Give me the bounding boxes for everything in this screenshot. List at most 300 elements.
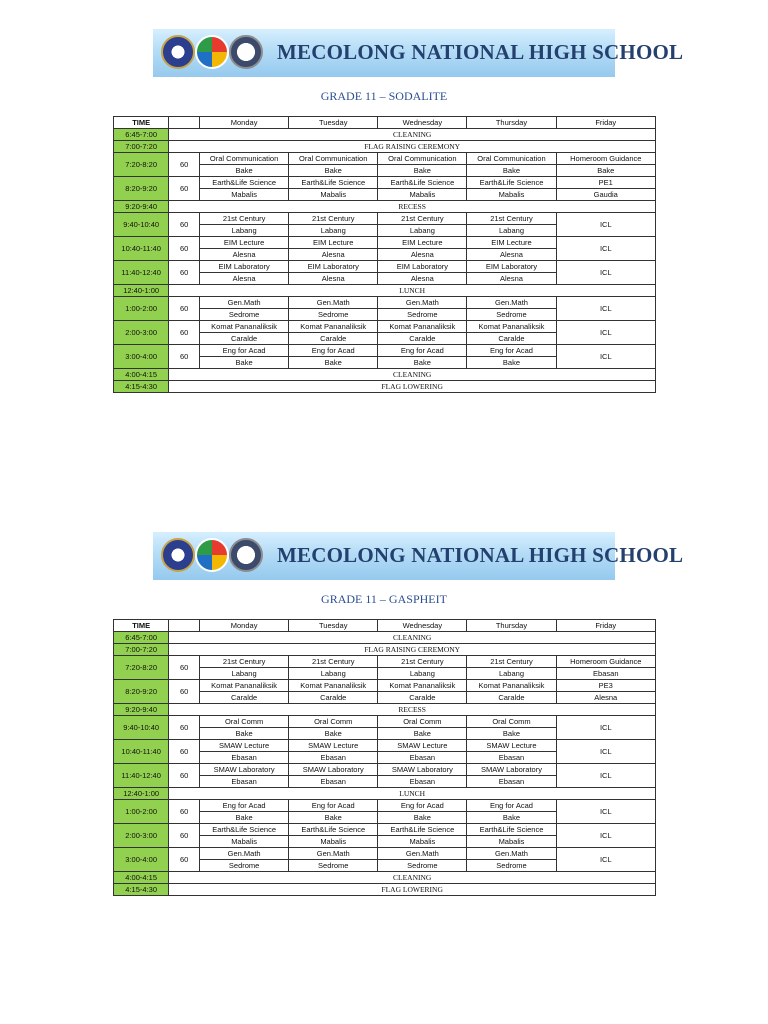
teacher-name: Alesna bbox=[321, 250, 345, 259]
time-slot: 10:40-11:40 bbox=[114, 237, 169, 261]
class-cell bbox=[200, 321, 289, 345]
duration-minutes: 60 bbox=[169, 177, 200, 201]
teacher-name: Bake bbox=[324, 729, 342, 738]
deped-seal-icon bbox=[161, 538, 195, 572]
class-cell bbox=[378, 261, 467, 285]
activity-banner: CLEANING bbox=[169, 129, 656, 141]
table-row bbox=[114, 381, 656, 393]
class-cell bbox=[289, 680, 378, 704]
teacher-name: Ebasan bbox=[231, 777, 257, 786]
activity-banner: CLEANING bbox=[169, 872, 656, 884]
subject-name: SMAW Laboratory bbox=[289, 764, 377, 776]
teacher-name: Mabalis bbox=[498, 190, 525, 199]
teacher-name: Labang bbox=[409, 226, 435, 235]
table-row bbox=[114, 297, 656, 321]
class-cell bbox=[467, 177, 556, 201]
subject-name: Komat Pananaliksik bbox=[200, 321, 288, 333]
day-header-friday: Friday bbox=[556, 620, 655, 632]
teacher-name: Gaudia bbox=[593, 190, 618, 199]
teacher-name: Alesna bbox=[321, 274, 345, 283]
teacher-name: Caralde bbox=[409, 693, 436, 702]
time-slot: 7:20-8:20 bbox=[114, 656, 169, 680]
subject-name: Gen.Math bbox=[467, 848, 555, 860]
class-cell bbox=[467, 800, 556, 824]
school-seal-icon bbox=[229, 538, 263, 572]
table-row bbox=[114, 201, 656, 213]
subject-name: Oral Communication bbox=[289, 153, 377, 165]
school-banner bbox=[153, 532, 684, 580]
class-cell bbox=[467, 345, 556, 369]
teacher-name: Bake bbox=[597, 166, 615, 175]
class-cell bbox=[467, 656, 556, 680]
teacher-name: Mabalis bbox=[320, 837, 347, 846]
activity-banner: FLAG LOWERING bbox=[169, 884, 656, 896]
class-cell bbox=[289, 824, 378, 848]
time-slot: 8:20-9:20 bbox=[114, 680, 169, 704]
time-slot: 4:00-4:15 bbox=[114, 872, 169, 884]
activity-banner: FLAG RAISING CEREMONY bbox=[169, 644, 656, 656]
time-slot: 11:40-12:40 bbox=[114, 764, 169, 788]
time-slot: 1:00-2:00 bbox=[114, 800, 169, 824]
subject-name: Oral Communication bbox=[467, 153, 555, 165]
subject-name: Earth&Life Science bbox=[467, 177, 555, 189]
lunch-break: LUNCH bbox=[169, 285, 656, 297]
class-cell bbox=[289, 213, 378, 237]
class-cell bbox=[378, 680, 467, 704]
class-cell bbox=[289, 261, 378, 285]
teacher-name: Bake bbox=[413, 358, 431, 367]
teacher-name: Labang bbox=[498, 226, 524, 235]
subject-name: 21st Century bbox=[289, 656, 377, 668]
teacher-name: Alesna bbox=[232, 274, 256, 283]
friday-icl: ICL bbox=[556, 824, 655, 848]
friday-icl: ICL bbox=[556, 740, 655, 764]
subject-name: Komat Pananaliksik bbox=[289, 680, 377, 692]
teacher-name: Bake bbox=[324, 813, 342, 822]
activity-banner: CLEANING bbox=[169, 632, 656, 644]
class-cell bbox=[378, 800, 467, 824]
teacher-name: Sedrome bbox=[228, 310, 260, 319]
class-cell bbox=[200, 764, 289, 788]
table-row bbox=[114, 213, 656, 237]
time-slot: 4:00-4:15 bbox=[114, 369, 169, 381]
subject-name: Eng for Acad bbox=[467, 345, 555, 357]
class-cell bbox=[200, 824, 289, 848]
teacher-name: Bake bbox=[502, 358, 521, 367]
teacher-name: Ebasan bbox=[409, 777, 436, 786]
table-row bbox=[114, 716, 656, 740]
subject-name: EIM Laboratory bbox=[467, 261, 555, 273]
teacher-name: Sedrome bbox=[318, 310, 349, 319]
teacher-name: Caralde bbox=[409, 334, 436, 343]
subject-name: EIM Lecture bbox=[378, 237, 466, 249]
teacher-name: Ebasan bbox=[231, 753, 257, 762]
day-header-wednesday: Wednesday bbox=[378, 620, 467, 632]
table-row bbox=[114, 656, 656, 680]
duration-minutes: 60 bbox=[169, 345, 200, 369]
subject-name: Oral Communication bbox=[378, 153, 466, 165]
duration-minutes: 60 bbox=[169, 297, 200, 321]
teacher-name: Ebasan bbox=[320, 753, 346, 762]
subject-name: EIM Laboratory bbox=[378, 261, 466, 273]
class-cell bbox=[467, 824, 556, 848]
duration-minutes: 60 bbox=[169, 213, 200, 237]
teacher-name: Labang bbox=[409, 669, 435, 678]
time-slot: 3:00-4:00 bbox=[114, 848, 169, 872]
subject-name: SMAW Lecture bbox=[200, 740, 288, 752]
subject-name: SMAW Lecture bbox=[378, 740, 466, 752]
table-row bbox=[114, 884, 656, 896]
teacher-name: Alesna bbox=[500, 250, 523, 259]
grade-section-title: GRADE 11 – SODALITE bbox=[320, 89, 448, 103]
class-cell bbox=[289, 848, 378, 872]
grade-section-title: GRADE 11 – GASPHEIT bbox=[321, 592, 447, 606]
subject-name: 21st Century bbox=[200, 656, 288, 668]
subject-name: Gen.Math bbox=[200, 848, 288, 860]
class-cell bbox=[378, 824, 467, 848]
subject-name: Komat Pananaliksik bbox=[378, 321, 466, 333]
teacher-name: Bake bbox=[235, 358, 253, 367]
duration-minutes: 60 bbox=[169, 680, 200, 704]
subject-name: SMAW Laboratory bbox=[378, 764, 466, 776]
day-header-thursday: Thursday bbox=[467, 620, 556, 632]
table-row bbox=[114, 824, 656, 848]
teacher-name: Bake bbox=[502, 813, 521, 822]
teacher-name: Mabalis bbox=[231, 837, 258, 846]
minutes-column-header bbox=[169, 117, 200, 129]
time-slot: 4:15-4:30 bbox=[114, 884, 169, 896]
time-column-header: TIME bbox=[114, 117, 169, 129]
day-header-monday: Monday bbox=[200, 620, 289, 632]
class-cell bbox=[467, 213, 556, 237]
table-row bbox=[114, 632, 656, 644]
teacher-name: Caralde bbox=[320, 334, 347, 343]
class-cell bbox=[289, 764, 378, 788]
teacher-name: Sedrome bbox=[318, 861, 349, 870]
table-row bbox=[114, 321, 656, 345]
class-cell bbox=[289, 800, 378, 824]
friday-icl: ICL bbox=[556, 848, 655, 872]
teacher-name: Alesna bbox=[410, 250, 434, 259]
school-name: MECOLONG NATIONAL HIGH SCHOOL bbox=[277, 40, 684, 64]
class-cell bbox=[556, 177, 655, 201]
duration-minutes: 60 bbox=[169, 740, 200, 764]
subject-name: EIM Lecture bbox=[200, 237, 288, 249]
duration-minutes: 60 bbox=[169, 716, 200, 740]
subject-name: Gen.Math bbox=[289, 297, 377, 309]
subject-name: Earth&Life Science bbox=[200, 177, 288, 189]
subject-name: 21st Century bbox=[467, 656, 555, 668]
class-cell bbox=[289, 345, 378, 369]
time-slot: 1:00-2:00 bbox=[114, 297, 169, 321]
activity-banner: RECESS bbox=[169, 201, 656, 213]
teacher-name: Labang bbox=[320, 669, 346, 678]
subject-name: SMAW Laboratory bbox=[200, 764, 288, 776]
day-header-monday: Monday bbox=[200, 117, 289, 129]
teacher-name: Ebasan bbox=[498, 753, 525, 762]
class-cell bbox=[289, 297, 378, 321]
class-cell bbox=[200, 261, 289, 285]
class-cell bbox=[378, 764, 467, 788]
class-cell bbox=[378, 740, 467, 764]
subject-name: SMAW Lecture bbox=[467, 740, 555, 752]
subject-name: Eng for Acad bbox=[200, 345, 288, 357]
subject-name: Gen.Math bbox=[378, 848, 466, 860]
subject-name: SMAW Lecture bbox=[289, 740, 377, 752]
teacher-name: Labang bbox=[231, 669, 257, 678]
time-slot: 9:40-10:40 bbox=[114, 716, 169, 740]
teacher-name: Caralde bbox=[230, 693, 258, 702]
subject-name: Homeroom Guidance bbox=[557, 153, 655, 165]
subject-name: 21st Century bbox=[200, 213, 288, 225]
teacher-name: Sedrome bbox=[228, 861, 260, 870]
day-header-wednesday: Wednesday bbox=[378, 117, 467, 129]
table-row bbox=[114, 800, 656, 824]
class-cell bbox=[289, 740, 378, 764]
subject-name: PE1 bbox=[557, 177, 655, 189]
subject-name: 21st Century bbox=[378, 656, 466, 668]
subject-name: Komat Pananaliksik bbox=[467, 321, 555, 333]
class-cell bbox=[467, 321, 556, 345]
table-row bbox=[114, 237, 656, 261]
day-header-thursday: Thursday bbox=[467, 117, 556, 129]
class-cell bbox=[467, 261, 556, 285]
subject-name: Oral Communication bbox=[200, 153, 288, 165]
class-cell bbox=[200, 237, 289, 261]
teacher-name: Bake bbox=[502, 729, 521, 738]
class-cell bbox=[200, 345, 289, 369]
teacher-name: Ebasan bbox=[409, 753, 436, 762]
friday-icl: ICL bbox=[556, 297, 655, 321]
subject-name: Earth&Life Science bbox=[378, 177, 466, 189]
duration-minutes: 60 bbox=[169, 848, 200, 872]
activity-banner: RECESS bbox=[169, 704, 656, 716]
duration-minutes: 60 bbox=[169, 800, 200, 824]
class-cell bbox=[200, 153, 289, 177]
time-slot: 3:00-4:00 bbox=[114, 345, 169, 369]
subject-name: PE3 bbox=[557, 680, 655, 692]
class-cell bbox=[200, 680, 289, 704]
class-cell bbox=[200, 297, 289, 321]
class-cell bbox=[200, 177, 289, 201]
teacher-name: Sedrome bbox=[496, 310, 527, 319]
friday-icl: ICL bbox=[556, 716, 655, 740]
table-row bbox=[114, 285, 656, 297]
subject-name: Gen.Math bbox=[289, 848, 377, 860]
day-header-friday: Friday bbox=[556, 117, 655, 129]
teacher-name: Mabalis bbox=[498, 837, 525, 846]
class-cell bbox=[289, 237, 378, 261]
time-slot: 12:40-1:00 bbox=[114, 788, 169, 800]
subject-name: EIM Lecture bbox=[289, 237, 377, 249]
table-row bbox=[114, 848, 656, 872]
subject-name: Earth&Life Science bbox=[289, 824, 377, 836]
teacher-name: Bake bbox=[324, 358, 342, 367]
subject-name: Komat Pananaliksik bbox=[200, 680, 288, 692]
teacher-name: Bake bbox=[413, 813, 431, 822]
subject-name: Eng for Acad bbox=[378, 800, 466, 812]
class-cell bbox=[289, 153, 378, 177]
subject-name: Gen.Math bbox=[200, 297, 288, 309]
table-row bbox=[114, 788, 656, 800]
table-row bbox=[114, 261, 656, 285]
lunch-break: LUNCH bbox=[169, 788, 656, 800]
teacher-name: Alesna bbox=[232, 250, 256, 259]
class-cell bbox=[378, 321, 467, 345]
time-slot: 8:20-9:20 bbox=[114, 177, 169, 201]
deped-seal-icon bbox=[161, 35, 195, 69]
time-slot: 6:45-7:00 bbox=[114, 632, 169, 644]
teacher-name: Mabalis bbox=[320, 190, 347, 199]
class-cell bbox=[378, 297, 467, 321]
time-slot: 2:00-3:00 bbox=[114, 824, 169, 848]
subject-name: Earth&Life Science bbox=[200, 824, 288, 836]
class-cell bbox=[378, 656, 467, 680]
subject-name: Oral Comm bbox=[467, 716, 555, 728]
table-row bbox=[114, 141, 656, 153]
duration-minutes: 60 bbox=[169, 321, 200, 345]
subject-name: Komat Pananaliksik bbox=[467, 680, 555, 692]
friday-icl: ICL bbox=[556, 800, 655, 824]
class-cell bbox=[200, 213, 289, 237]
time-slot: 7:20-8:20 bbox=[114, 153, 169, 177]
table-row bbox=[114, 345, 656, 369]
class-cell bbox=[200, 848, 289, 872]
time-column-header: TIME bbox=[114, 620, 169, 632]
subject-name: Earth&Life Science bbox=[289, 177, 377, 189]
time-slot: 9:20-9:40 bbox=[114, 201, 169, 213]
subject-name: Gen.Math bbox=[467, 297, 555, 309]
teacher-name: Bake bbox=[502, 166, 521, 175]
teacher-name: Ebasan bbox=[320, 777, 346, 786]
school-banner bbox=[153, 29, 684, 77]
friday-icl: ICL bbox=[556, 321, 655, 345]
teacher-name: Labang bbox=[320, 226, 346, 235]
friday-icl: ICL bbox=[556, 261, 655, 285]
teacher-name: Bake bbox=[324, 166, 342, 175]
class-cell bbox=[467, 153, 556, 177]
school-name: MECOLONG NATIONAL HIGH SCHOOL bbox=[277, 543, 684, 567]
time-slot: 10:40-11:40 bbox=[114, 740, 169, 764]
subject-name: 21st Century bbox=[467, 213, 555, 225]
subject-name: Eng for Acad bbox=[289, 345, 377, 357]
duration-minutes: 60 bbox=[169, 824, 200, 848]
class-cell bbox=[289, 656, 378, 680]
class-cell bbox=[467, 237, 556, 261]
teacher-name: Bake bbox=[235, 813, 253, 822]
class-cell bbox=[378, 345, 467, 369]
teacher-name: Ebasan bbox=[498, 777, 525, 786]
class-cell bbox=[378, 153, 467, 177]
subject-name: Eng for Acad bbox=[200, 800, 288, 812]
teacher-name: Sedrome bbox=[407, 310, 438, 319]
teacher-name: Alesna bbox=[500, 274, 523, 283]
subject-name: Oral Comm bbox=[289, 716, 377, 728]
subject-name: EIM Laboratory bbox=[289, 261, 377, 273]
minutes-column-header bbox=[169, 620, 200, 632]
activity-banner: FLAG RAISING CEREMONY bbox=[169, 141, 656, 153]
friday-icl: ICL bbox=[556, 213, 655, 237]
class-cell bbox=[289, 177, 378, 201]
teacher-name: Labang bbox=[231, 226, 257, 235]
class-cell bbox=[467, 297, 556, 321]
teacher-name: Alesna bbox=[410, 274, 434, 283]
time-slot: 12:40-1:00 bbox=[114, 285, 169, 297]
subject-name: Komat Pananaliksik bbox=[289, 321, 377, 333]
subject-name: 21st Century bbox=[289, 213, 377, 225]
table-row bbox=[114, 872, 656, 884]
time-slot: 11:40-12:40 bbox=[114, 261, 169, 285]
teacher-name: Mabalis bbox=[409, 190, 436, 199]
class-schedule-table bbox=[113, 619, 656, 896]
subject-name: Earth&Life Science bbox=[378, 824, 466, 836]
table-row bbox=[114, 644, 656, 656]
class-cell bbox=[556, 680, 655, 704]
duration-minutes: 60 bbox=[169, 764, 200, 788]
teacher-name: Bake bbox=[235, 729, 253, 738]
duration-minutes: 60 bbox=[169, 261, 200, 285]
table-row bbox=[114, 177, 656, 201]
teacher-name: Alesna bbox=[594, 693, 618, 702]
teacher-name: Caralde bbox=[498, 693, 525, 702]
class-cell bbox=[467, 764, 556, 788]
subject-name: Homeroom Guidance bbox=[557, 656, 655, 668]
subject-name: Earth&Life Science bbox=[467, 824, 555, 836]
friday-icl: ICL bbox=[556, 345, 655, 369]
subject-name: Oral Comm bbox=[200, 716, 288, 728]
class-cell bbox=[200, 740, 289, 764]
teacher-name: Caralde bbox=[320, 693, 347, 702]
subject-name: Oral Comm bbox=[378, 716, 466, 728]
activity-banner: FLAG LOWERING bbox=[169, 381, 656, 393]
table-header-row bbox=[114, 620, 656, 632]
time-slot: 2:00-3:00 bbox=[114, 321, 169, 345]
subject-name: 21st Century bbox=[378, 213, 466, 225]
teacher-name: Caralde bbox=[230, 334, 258, 343]
time-slot: 4:15-4:30 bbox=[114, 381, 169, 393]
class-schedule-table bbox=[113, 116, 656, 393]
subject-name: Komat Pananaliksik bbox=[378, 680, 466, 692]
class-cell bbox=[467, 740, 556, 764]
teacher-name: Bake bbox=[413, 729, 431, 738]
class-cell bbox=[200, 800, 289, 824]
class-cell bbox=[467, 680, 556, 704]
class-cell bbox=[289, 321, 378, 345]
class-cell bbox=[467, 716, 556, 740]
region-seal-icon bbox=[195, 538, 229, 572]
time-slot: 7:00-7:20 bbox=[114, 644, 169, 656]
friday-icl: ICL bbox=[556, 237, 655, 261]
subject-name: SMAW Laboratory bbox=[467, 764, 555, 776]
table-row bbox=[114, 153, 656, 177]
teacher-name: Ebasan bbox=[593, 669, 619, 678]
friday-icl: ICL bbox=[556, 764, 655, 788]
class-cell bbox=[378, 716, 467, 740]
class-cell bbox=[378, 213, 467, 237]
time-slot: 7:00-7:20 bbox=[114, 141, 169, 153]
duration-minutes: 60 bbox=[169, 656, 200, 680]
teacher-name: Caralde bbox=[498, 334, 525, 343]
table-row bbox=[114, 740, 656, 764]
class-cell bbox=[556, 153, 655, 177]
teacher-name: Labang bbox=[498, 669, 524, 678]
class-cell bbox=[200, 716, 289, 740]
class-cell bbox=[378, 177, 467, 201]
teacher-name: Sedrome bbox=[496, 861, 527, 870]
teacher-name: Mabalis bbox=[409, 837, 436, 846]
table-row bbox=[114, 369, 656, 381]
table-row bbox=[114, 129, 656, 141]
